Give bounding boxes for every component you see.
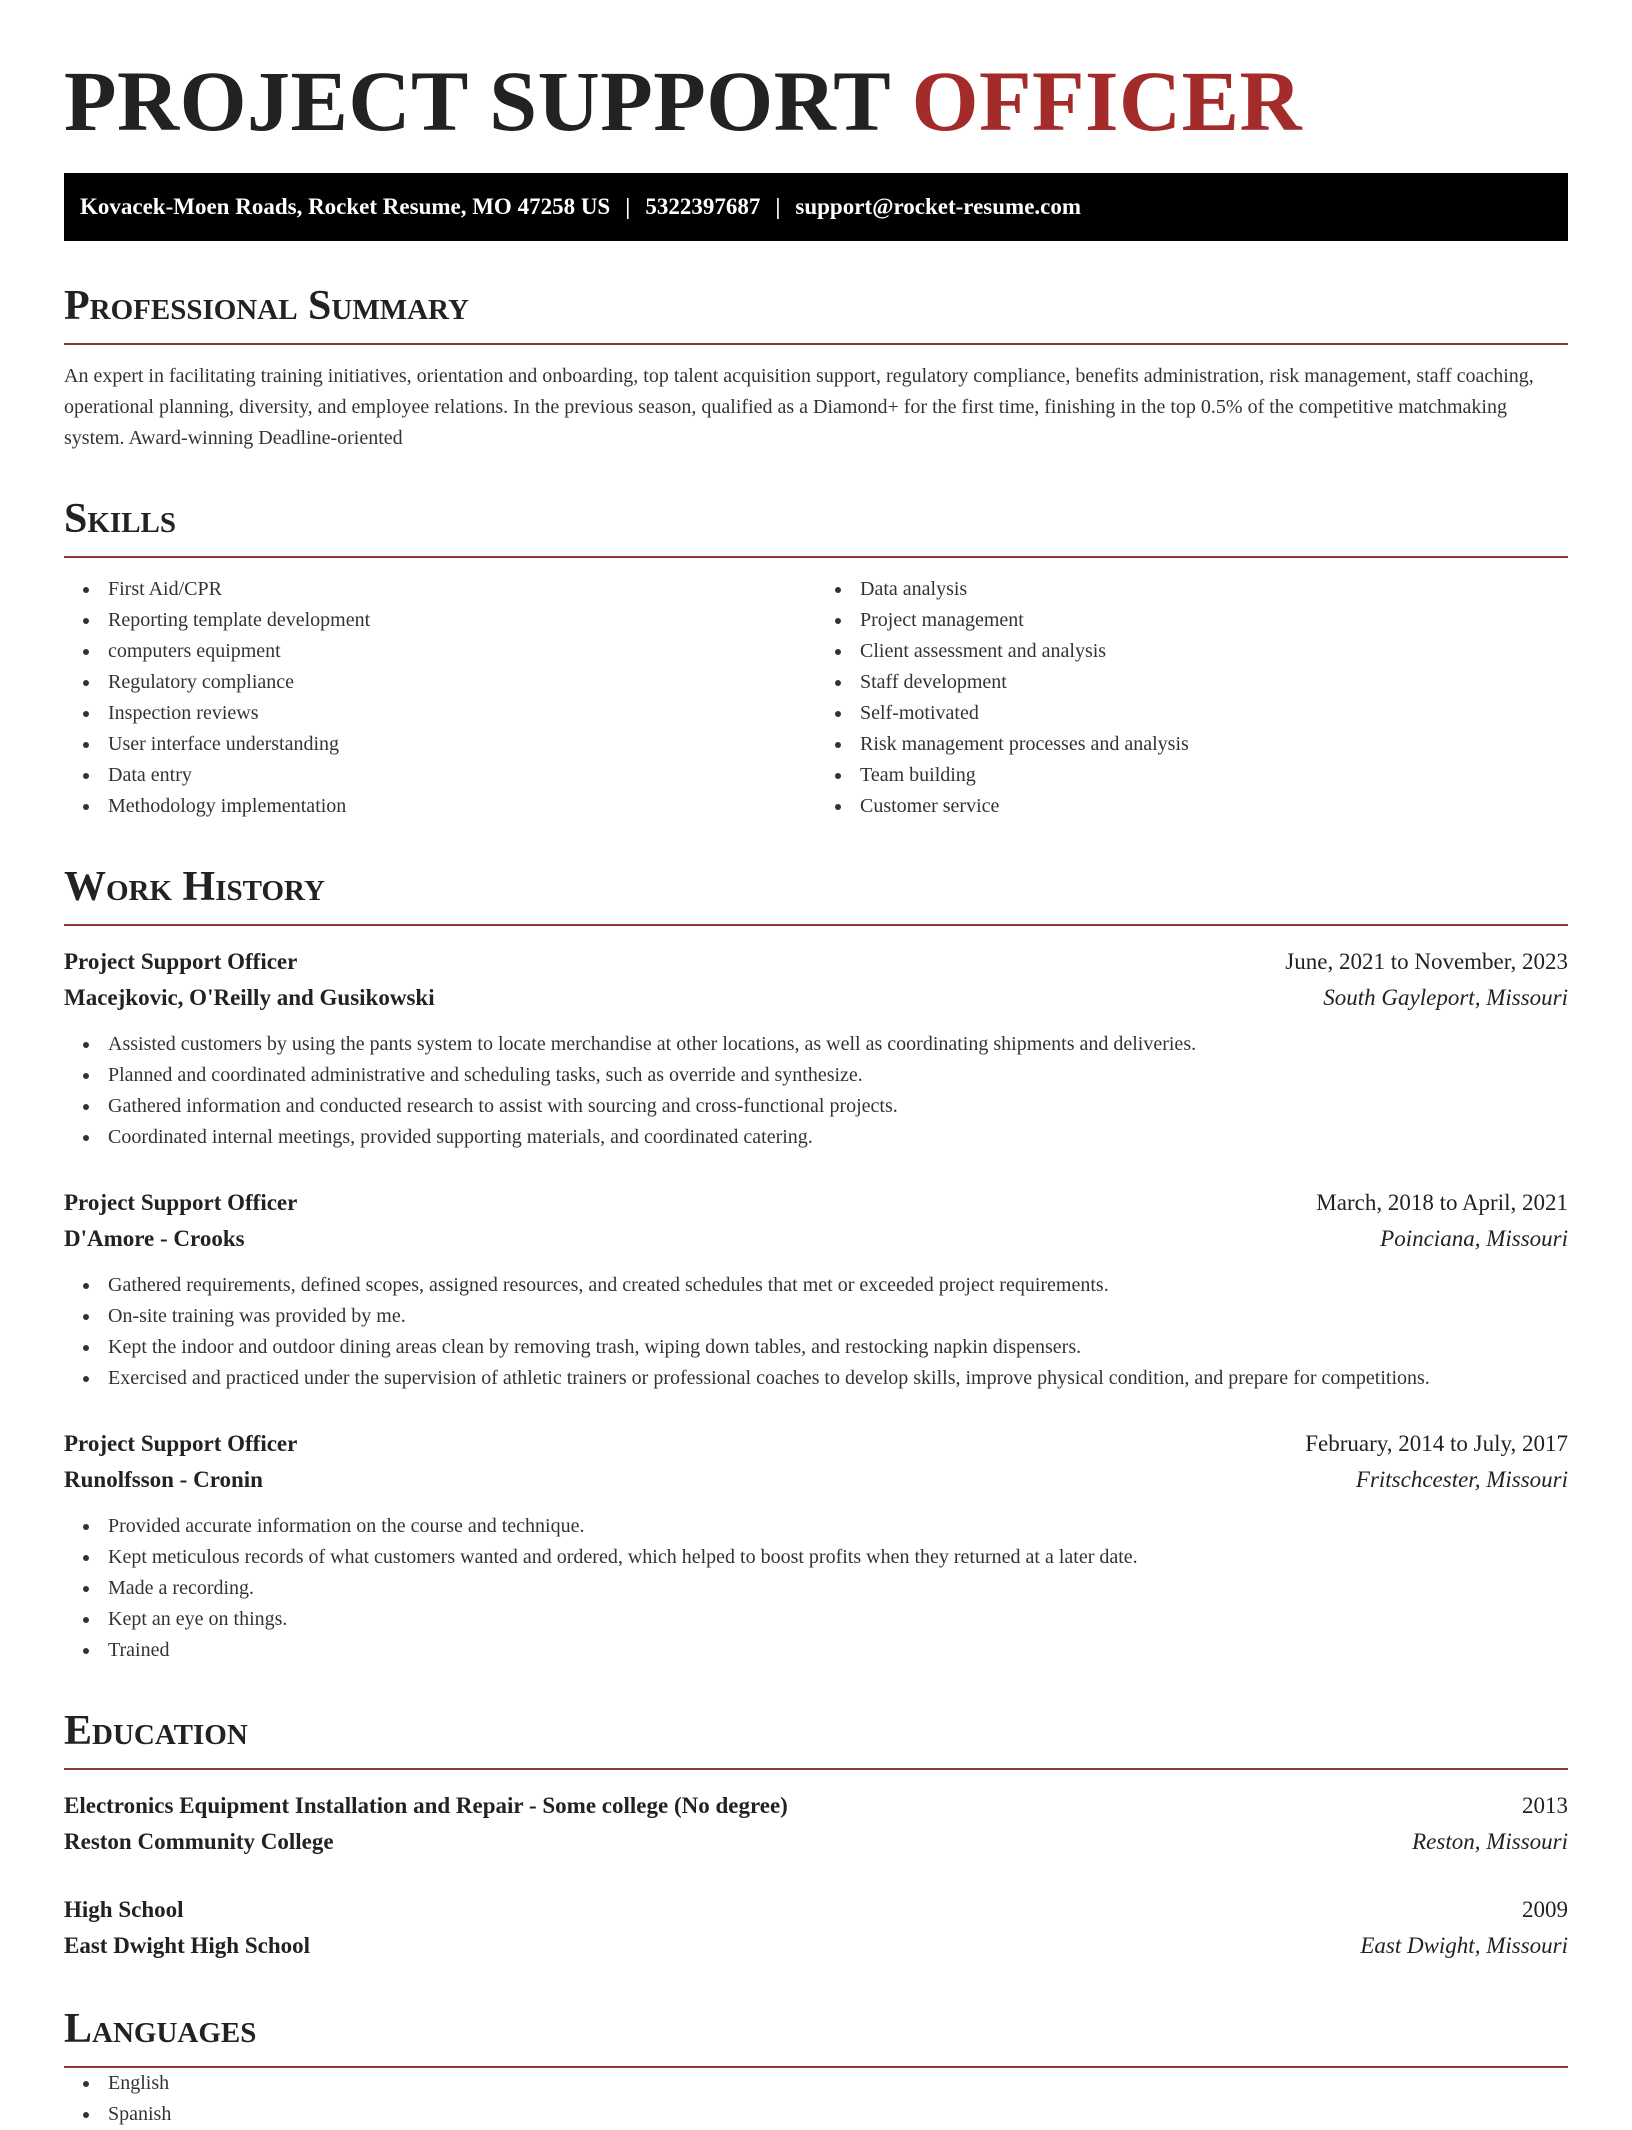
job-location: South Gayleport, Missouri (1323, 985, 1568, 1011)
job-entry (64, 1185, 1568, 1394)
contact-phone: 5322397687 (645, 194, 761, 220)
skill-item: First Aid/CPR (64, 574, 816, 605)
education-location: East Dwight, Missouri (1360, 1933, 1568, 1959)
resume-title (64, 50, 1568, 153)
education-degree: Electronics Equipment Installation and Repair - Some college (No degree) (64, 1793, 788, 1819)
job-header-row (64, 1185, 1568, 1221)
summary-heading: Professional Summary (64, 285, 1568, 345)
job-header-row (64, 1426, 1568, 1462)
job-duty: Provided accurate information on the course and technique. (64, 1511, 1568, 1542)
languages-list (64, 2068, 1568, 2130)
title-main: PROJECT SUPPORT (64, 53, 890, 149)
skill-item: Reporting template development (64, 605, 816, 636)
skill-item: User interface understanding (64, 729, 816, 760)
job-duty: On-site training was provided by me. (64, 1301, 1568, 1332)
education-degree-row (64, 1788, 1568, 1824)
skill-item: Self-motivated (816, 698, 1568, 729)
job-location: Fritschcester, Missouri (1355, 1467, 1568, 1493)
work-history-section (64, 866, 1568, 1666)
skills-column-left (64, 574, 816, 822)
education-school: East Dwight High School (64, 1933, 311, 1959)
job-duty: Kept the indoor and outdoor dining areas clean by removing trash, wiping down tables, and restocking napkin dispensers. (64, 1332, 1568, 1363)
language-item: English (64, 2068, 1568, 2099)
education-school-row (64, 1928, 1568, 1964)
title-accent: OFFICER (911, 53, 1303, 149)
job-duty: Kept meticulous records of what customers wanted and ordered, which helped to boost profits when they returned at a later date. (64, 1542, 1568, 1573)
resume-page (64, 0, 1568, 2130)
skills-section (64, 498, 1568, 822)
education-school: Reston Community College (64, 1829, 334, 1855)
skill-item: Project management (816, 605, 1568, 636)
education-year: 2013 (1522, 1793, 1568, 1819)
job-duty: Made a recording. (64, 1573, 1568, 1604)
job-role: Project Support Officer (64, 949, 298, 975)
languages-heading: Languages (64, 2008, 1568, 2068)
summary-text: An expert in facilitating training initiatives, orientation and onboarding, top talent acquisition support, regulatory compliance, benefits administration, risk management, staff coaching, operational planning, diversity, and employee relations. In the previous season, qualified as a Diamond+ for the first time, finishing in the top 0.5% of the competitive matchmaking system. Award-winning Deadline-oriented (64, 365, 1534, 450)
job-entry (64, 1426, 1568, 1666)
contact-email: support@rocket-resume.com (795, 194, 1082, 220)
job-company: D'Amore - Crooks (64, 1226, 245, 1252)
job-location: Poinciana, Missouri (1380, 1226, 1568, 1252)
education-heading: Education (64, 1710, 1568, 1770)
skill-item: Client assessment and analysis (816, 636, 1568, 667)
contact-separator: | (775, 194, 781, 220)
skill-item: Team building (816, 760, 1568, 791)
skill-item: Methodology implementation (64, 791, 816, 822)
language-item: Spanish (64, 2099, 1568, 2130)
skill-item: Risk management processes and analysis (816, 729, 1568, 760)
education-school-row (64, 1824, 1568, 1860)
contact-address: Kovacek-Moen Roads, Rocket Resume, MO 47258 US (80, 194, 611, 220)
job-duty: Gathered requirements, defined scopes, assigned resources, and created schedules that met or exceeded project requirements. (64, 1270, 1568, 1301)
summary-section (64, 285, 1568, 454)
work-history-heading: Work History (64, 866, 1568, 926)
skill-item: Data entry (64, 760, 816, 791)
job-dates: March, 2018 to April, 2021 (1316, 1190, 1568, 1216)
skill-item: Inspection reviews (64, 698, 816, 729)
education-year: 2009 (1522, 1897, 1568, 1923)
contact-separator: | (625, 194, 631, 220)
job-dates: February, 2014 to July, 2017 (1305, 1431, 1568, 1457)
job-company: Runolfsson - Cronin (64, 1467, 263, 1493)
contact-bar (64, 173, 1568, 241)
education-degree-row (64, 1892, 1568, 1928)
skills-list-right (816, 574, 1568, 822)
skills-heading: Skills (64, 498, 1568, 558)
job-duty: Planned and coordinated administrative and scheduling tasks, such as override and synthesize. (64, 1060, 1568, 1091)
skill-item: Data analysis (816, 574, 1568, 605)
job-company-row (64, 1462, 1568, 1498)
job-header-row (64, 944, 1568, 980)
job-role: Project Support Officer (64, 1190, 298, 1216)
job-duties (64, 1270, 1568, 1394)
skills-columns (64, 574, 1568, 822)
job-duty: Trained (64, 1635, 1568, 1666)
job-duties (64, 1029, 1568, 1153)
skill-item: Regulatory compliance (64, 667, 816, 698)
job-entry (64, 944, 1568, 1153)
job-duty: Kept an eye on things. (64, 1604, 1568, 1635)
skill-item: Staff development (816, 667, 1568, 698)
education-degree: High School (64, 1897, 184, 1923)
job-duty: Coordinated internal meetings, provided supporting materials, and coordinated catering. (64, 1122, 1568, 1153)
job-duty: Assisted customers by using the pants system to locate merchandise at other locations, as well as coordinating shipments and deliveries. (64, 1029, 1568, 1060)
skills-column-right (816, 574, 1568, 822)
job-company-row (64, 1221, 1568, 1257)
education-entry (64, 1892, 1568, 1964)
job-company: Macejkovic, O'Reilly and Gusikowski (64, 985, 435, 1011)
education-section (64, 1710, 1568, 1964)
education-entry (64, 1788, 1568, 1860)
job-duty: Gathered information and conducted research to assist with sourcing and cross-functional projects. (64, 1091, 1568, 1122)
job-duty: Exercised and practiced under the supervision of athletic trainers or professional coaches to develop skills, improve physical condition, and prepare for competitions. (64, 1363, 1568, 1394)
job-company-row (64, 980, 1568, 1016)
job-dates: June, 2021 to November, 2023 (1285, 949, 1568, 975)
skills-list-left (64, 574, 816, 822)
job-role: Project Support Officer (64, 1431, 298, 1457)
skill-item: Customer service (816, 791, 1568, 822)
education-location: Reston, Missouri (1412, 1829, 1568, 1855)
skill-item: computers equipment (64, 636, 816, 667)
job-duties (64, 1511, 1568, 1666)
